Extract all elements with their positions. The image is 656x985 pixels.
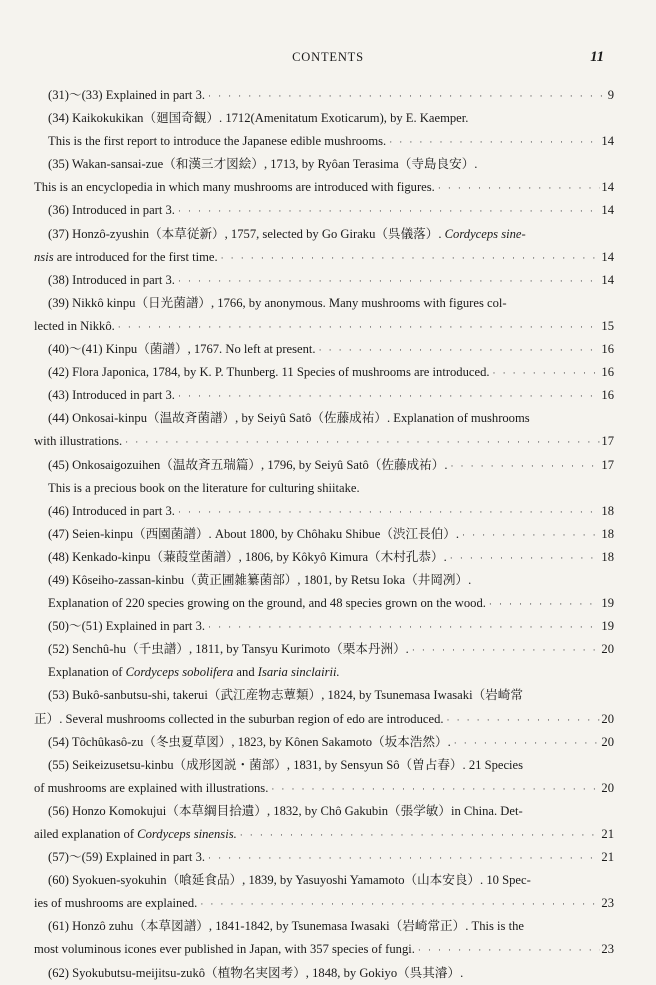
toc-line-text: (49) Kôseiho-zassan-kinbu（黄正圃雑纂菌部）, 1801, by Retsu Ioka（井岡冽）.	[48, 572, 472, 587]
toc-line-text: most voluminous icones ever published in Japan, with 357 species of fungi.	[34, 942, 415, 957]
toc-line-text: (55) Seikeizusetsu-kinbu（成形図説・菌部）, 1831, by Sensyun Sô（曽占春）. 21 Species	[48, 757, 524, 772]
toc-line-text: (62) Syokubutsu-meijitsu-zukô（植物名実図考）, 1848, by Gokiyo（呉其濬）.	[48, 965, 464, 980]
toc-line	[34, 269, 614, 292]
dot-leader	[319, 339, 601, 362]
toc-line	[34, 592, 614, 615]
toc-line	[34, 315, 614, 338]
toc-line-text: (57)～(59) Explained in part 3.	[48, 850, 206, 865]
toc-line-text: (60) Syokuen-syokuhin（喰延食品）, 1839, by Yasuyoshi Yamamoto（山本安良）. 10 Spec-	[48, 873, 531, 888]
toc-line	[34, 823, 614, 846]
toc-line-text: (61) Honzô zuhu（本草図譜）, 1841-1842, by Tsunemasa Iwasaki（岩崎常正）. This is the	[48, 919, 524, 934]
toc-line	[34, 130, 614, 153]
toc-line	[34, 384, 614, 407]
toc-line-text: (42) Flora Japonica, 1784, by K. P. Thunberg. 11 Species of mushrooms are introduced.	[48, 365, 490, 380]
toc-line	[34, 869, 614, 892]
toc-line-text: (44) Onkosai-kinpu（温故斉菌譜）, by Seiyû Satô（佐藤成祐）. Explanation of mushrooms	[48, 411, 530, 426]
toc-line	[34, 800, 614, 823]
dot-leader	[178, 385, 600, 408]
dot-leader	[418, 939, 601, 962]
toc-line-text: (40)～(41) Kinpu（菌譜）, 1767. No left at present.	[48, 342, 316, 357]
toc-page-number: 20	[601, 734, 614, 749]
toc-page-number: 14	[601, 180, 614, 195]
toc-line	[34, 430, 614, 453]
toc-line-text: with illustrations.	[34, 434, 123, 449]
toc-line	[34, 615, 614, 638]
toc-line-text: ies of mushrooms are explained.	[34, 896, 198, 911]
toc-line-text: (50)～(51) Explained in part 3.	[48, 619, 206, 634]
dot-leader	[178, 200, 600, 223]
toc-line	[34, 500, 614, 523]
toc-line-text: lected in Nikkô.	[34, 318, 115, 333]
toc-line	[34, 938, 614, 961]
toc-page-number: 18	[601, 526, 614, 541]
toc-page-number: 9	[607, 88, 614, 102]
toc-line-text: of mushrooms are explained with illustrations.	[34, 780, 269, 795]
dot-leader	[450, 455, 600, 478]
toc-line-text: (34) Kaikokukikan（廻国奇観）. 1712(Amenitatum Exoticarum), by E. Kaemper.	[48, 111, 469, 126]
dot-leader	[493, 362, 601, 385]
toc-line-text: (39) Nikkô kinpu（日光菌譜）, 1766, by anonymous. Many mushrooms with figures col-	[48, 295, 507, 310]
toc-line-text: Explanation of 220 species growing on the ground, and 48 species grown on the wood.	[48, 596, 486, 611]
toc-line-text: Explanation of Cordyceps sobolifera and Isaria sinclairii.	[48, 665, 340, 680]
toc-page-number: 14	[601, 272, 614, 287]
toc-page-number: 18	[601, 549, 614, 564]
toc-page-number: 18	[601, 503, 614, 518]
toc-line-text: (54) Tôchûkasô-zu（冬虫夏草図）, 1823, by Kônen Sakamoto（坂本浩然）.	[48, 734, 451, 749]
toc-line-text: 正）. Several mushrooms collected in the suburban region of edo are introduced.	[34, 711, 444, 726]
toc-line-text: (52) Senchû-hu（千虫譜）, 1811, by Tansyu Kurimoto（栗本丹洲）.	[48, 642, 409, 657]
toc-line-text: (37) Honzô-zyushin（本草従新）, 1757, selected by Go Giraku（呉儀落）. Cordyceps sine-	[48, 226, 526, 241]
dot-leader	[450, 547, 601, 570]
page-number: 11	[590, 49, 604, 65]
toc-line	[34, 176, 614, 199]
toc-page-number: 23	[601, 942, 614, 957]
dot-leader	[118, 316, 601, 339]
toc-page-number: 20	[601, 780, 614, 795]
toc-page-number: 16	[601, 388, 614, 403]
toc-line	[34, 638, 614, 661]
toc-page-number: 14	[601, 249, 614, 264]
toc-line	[34, 569, 614, 592]
toc-line	[34, 223, 614, 246]
toc-line-text: (45) Onkosaigozuihen（温故斉五瑞篇）, 1796, by Seiyû Satô（佐藤成祐）.	[48, 457, 448, 472]
toc-line-text: This is the first report to introduce the Japanese edible mushrooms.	[48, 134, 387, 149]
dot-leader	[240, 824, 601, 847]
toc-line	[34, 684, 614, 707]
running-title: CONTENTS	[292, 50, 364, 64]
dot-leader	[221, 247, 601, 270]
toc-line-text: (56) Honzo Komokujui（本草綱目拾遺）, 1832, by Chô Gakubin（張学敏）in China. Det-	[48, 803, 523, 818]
toc-line	[34, 546, 614, 569]
toc-line	[34, 523, 614, 546]
toc-page-number: 19	[601, 619, 614, 634]
toc-line-text: (47) Seien-kinpu（西園菌譜）. About 1800, by Chôhaku Shibue（渋江長伯）.	[48, 526, 460, 541]
dot-leader	[125, 431, 600, 454]
toc-line	[34, 338, 614, 361]
dot-leader	[208, 616, 600, 639]
toc-page-number: 17	[601, 457, 614, 472]
toc-line	[34, 84, 614, 107]
toc-line-text: This is an encyclopedia in which many mushrooms are introduced with figures.	[34, 180, 435, 195]
dot-leader	[208, 85, 607, 108]
toc-line	[34, 708, 614, 731]
dot-leader	[438, 177, 601, 200]
toc-line-text: (36) Introduced in part 3.	[48, 203, 175, 218]
toc-line	[34, 777, 614, 800]
toc-line	[34, 846, 614, 869]
toc-line	[34, 199, 614, 222]
toc-line	[34, 477, 614, 500]
toc-line	[34, 107, 614, 130]
dot-leader	[462, 524, 600, 547]
toc-line	[34, 292, 614, 315]
toc-line	[34, 661, 614, 684]
toc-page-number: 15	[601, 318, 614, 333]
toc-line-text: (35) Wakan-sansai-zue（和漢三才図絵）, 1713, by Ryôan Terasima（寺島良安）.	[48, 157, 478, 172]
toc-page-number: 20	[601, 711, 614, 726]
toc-line-text: (38) Introduced in part 3.	[48, 272, 175, 287]
toc-line	[34, 962, 614, 985]
dot-leader	[454, 732, 601, 755]
toc-page-number: 14	[601, 203, 614, 218]
toc-line-text: ailed explanation of Cordyceps sinensis.	[34, 827, 237, 841]
dot-leader	[489, 593, 601, 616]
toc-page-number: 20	[601, 642, 614, 657]
toc-line	[34, 361, 614, 384]
dot-leader	[200, 893, 600, 916]
toc-line-text: (46) Introduced in part 3.	[48, 503, 175, 518]
dot-leader	[208, 847, 600, 870]
toc-page-number: 14	[601, 134, 614, 149]
toc-page-number: 16	[601, 365, 614, 380]
toc-line	[34, 407, 614, 430]
toc-page-number: 16	[601, 342, 614, 357]
toc-page-number: 19	[601, 596, 614, 611]
toc-line	[34, 246, 614, 269]
toc-line-text: nsis are introduced for the first time.	[34, 249, 218, 264]
toc-page-number: 21	[601, 827, 614, 841]
toc-line-text: (53) Bukô-sanbutsu-shi, takerui（武江産物志蕈類）, 1824, by Tsunemasa Iwasaki（岩崎常	[48, 688, 523, 703]
toc-line	[34, 454, 614, 477]
dot-leader	[412, 639, 601, 662]
toc-line-text: (31)～(33) Explained in part 3.	[48, 88, 206, 102]
toc-line	[34, 153, 614, 176]
dot-leader	[178, 270, 600, 293]
toc-line	[34, 754, 614, 777]
toc-page-number: 17	[601, 434, 614, 449]
toc-line-text: (43) Introduced in part 3.	[48, 388, 175, 403]
dot-leader	[389, 131, 600, 154]
toc-line	[34, 731, 614, 754]
contents-list	[34, 84, 614, 985]
toc-line	[34, 915, 614, 938]
dot-leader	[271, 778, 600, 801]
dot-leader	[178, 501, 600, 524]
toc-line-text: This is a precious book on the literature for culturing shiitake.	[48, 480, 360, 495]
toc-line-text: (48) Kenkado-kinpu（蒹葭堂菌譜）, 1806, by Kôkyô Kimura（木村孔恭）.	[48, 549, 447, 564]
page-header	[0, 50, 656, 70]
dot-leader	[447, 709, 601, 732]
toc-page-number: 23	[601, 896, 614, 911]
toc-page-number: 21	[601, 850, 614, 865]
toc-line	[34, 892, 614, 915]
